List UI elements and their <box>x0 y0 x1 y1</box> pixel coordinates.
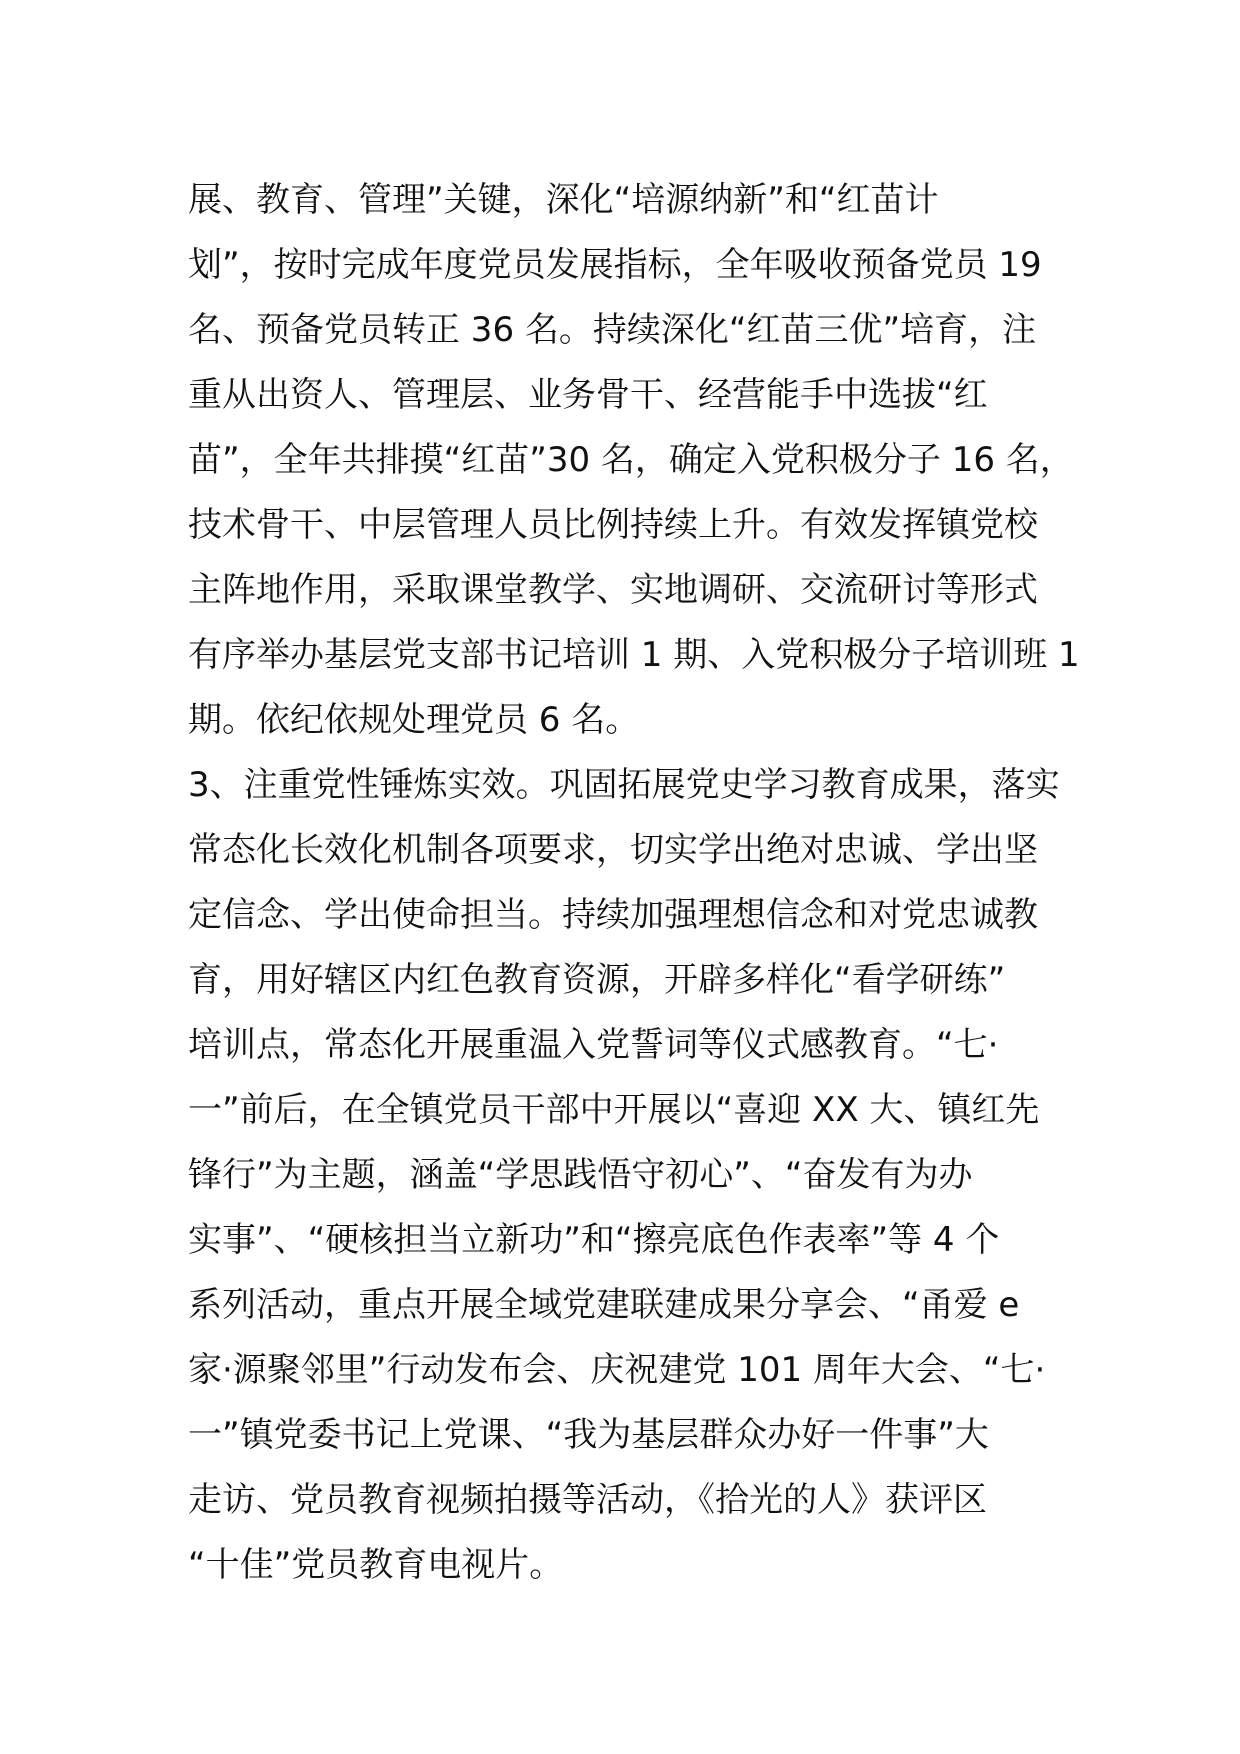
text-line: 系列活动，重点开展全域党建联建成果分享会、“甬爱 e <box>188 1285 1020 1325</box>
text-line: 常态化长效化机制各项要求，切实学出绝对忠诚、学出坚 <box>188 830 1038 870</box>
text-line: 展、教育、管理”关键，深化“培源纳新”和“红苗计 <box>188 180 939 220</box>
text-line: 走访、党员教育视频拍摄等活动，《拾光的人》获评区 <box>188 1480 987 1520</box>
text-line: 育，用好辖区内红色教育资源，开辟多样化“看学研练” <box>188 960 1006 1000</box>
text-line: 名、预备党员转正 36 名。持续深化“红苗三优”培育，注 <box>188 310 1037 350</box>
text-line: 一”镇党委书记上党课、“我为基层群众办好一件事”大 <box>188 1415 989 1455</box>
text-line: 定信念、学出使命担当。持续加强理想信念和对党忠诚教 <box>188 895 1038 935</box>
text-line: 期。依纪依规处理党员 6 名。 <box>188 700 640 740</box>
text-line: 实事”、“硬核担当立新功”和“擦亮底色作表率”等 4 个 <box>188 1220 1000 1260</box>
text-line: 锋行”为主题，涵盖“学思践悟守初心”、“奋发有为办 <box>188 1155 973 1195</box>
text-line: 技术骨干、中层管理人员比例持续上升。有效发挥镇党校 <box>188 505 1038 545</box>
text-line: 培训点，常态化开展重温入党誓词等仪式感教育。“七· <box>188 1025 999 1065</box>
body-text <box>188 168 1088 1598</box>
text-line: 一”前后，在全镇党员干部中开展以“喜迎 XX 大、镇红先 <box>188 1090 1040 1130</box>
text-line: “十佳”党员教育电视片。 <box>188 1545 564 1585</box>
text-line: 3、注重党性锤炼实效。巩固拓展党史学习教育成果，落实 <box>188 765 1060 805</box>
text-line: 重从出资人、管理层、业务骨干、经营能手中选拔“红 <box>188 375 988 415</box>
text-line: 划”，按时完成年度党员发展指标，全年吸收预备党员 19 <box>188 245 1042 285</box>
text-line: 苗”，全年共排摸“红苗”30 名，确定入党积极分子 16 名， <box>188 440 1074 480</box>
text-line: 家·源聚邻里”行动发布会、庆祝建党 101 周年大会、“七· <box>188 1350 1046 1390</box>
text-line: 有序举办基层党支部书记培训 1 期、入党积极分子培训班 1 <box>188 635 1080 675</box>
text-line: 主阵地作用，采取课堂教学、实地调研、交流研讨等形式 <box>188 570 1038 610</box>
